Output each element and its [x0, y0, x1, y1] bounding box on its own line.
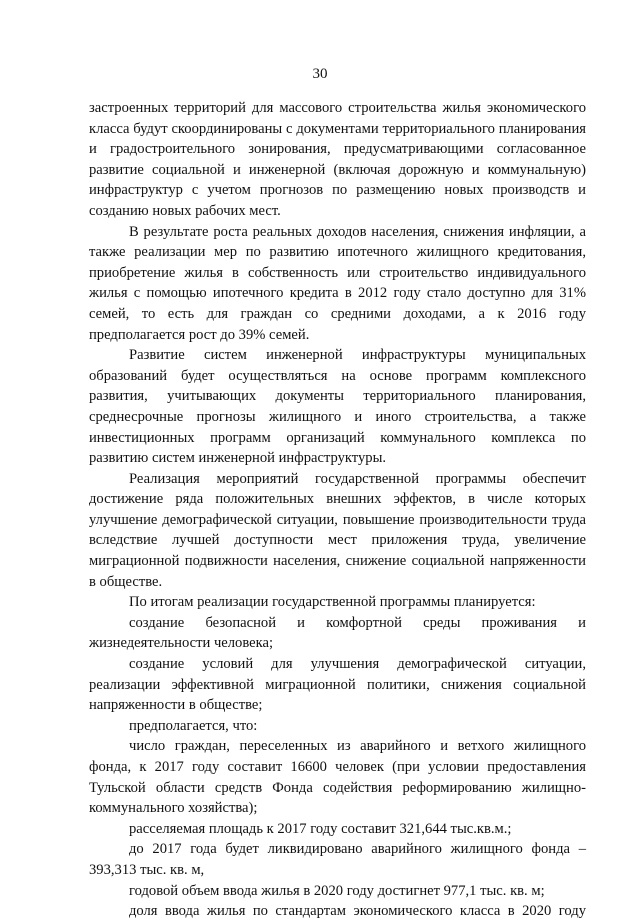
paragraph-resettled-area: расселяемая площадь к 2017 году составит 321,644 тыс.кв.м.;	[129, 820, 512, 837]
paragraph-construction-zones: застроенных территорий для массового строительства жилья экономического класса будут скоординированы с документами территориального планирования и градостроительного зонирования, предусматривающими согласованное развитие социальной и инженерной (включая дорожную и коммунальную) инфраструктур с учетом прогнозов по размещению новых производств и созданию новых рабочих мест.	[89, 100, 586, 219]
paragraph-engineering-infrastructure: Развитие систем инженерной инфраструктуры муниципальных образований будет осуществляться на основе программ комплексного развития, учитывающих документы территориального планирования, среднесрочные прогнозы жилищного и иного строительства, а также инвестиционных программ организаций коммунального комплекса по развитию систем инженерной инфраструктуры.	[89, 347, 586, 467]
page-number: 30	[312, 66, 328, 82]
paragraph-liquidated-housing: до 2017 года будет ликвидировано аварийного жилищного фонда – 393,313 тыс. кв. м,	[89, 841, 586, 878]
paragraph-annual-housing-volume: годовой объем ввода жилья в 2020 году достигнет 977,1 тыс. кв. м;	[129, 882, 545, 899]
paragraph-demographic-conditions: создание условий для улучшения демографической ситуации, реализации эффективной миграционной политики, снижения социальной напряженности в обществе;	[89, 656, 586, 714]
paragraph-external-effects: Реализация мероприятий государственной программы обеспечит достижение ряда положительных внешних эффектов, в числе которых улучшение демографической ситуации, повышение производительности труда вследствие лучшей доступности мест приложения труда, увеличение миграционной подвижности населения, снижение социальной напряженности в обществе.	[89, 470, 586, 590]
paragraph-planned-results-intro: По итогам реализации государственной программы планируется:	[129, 594, 536, 611]
document-body	[89, 98, 586, 922]
paragraph-resettled-citizens: число граждан, переселенных из аварийного и ветхого жилищного фонда, к 2017 году составит 16600 человек (при условии предоставления Тульской области средств Фонда содействия реформированию жилищно-коммунального хозяйства);	[89, 738, 586, 817]
paragraph-mortgage-availability: В результате роста реальных доходов населения, снижения инфляции, а также реализации мер по развитию ипотечного жилищного кредитования, приобретение жилья в собственность или строительство индивидуального жилья с помощью ипотечного кредита в 2012 году стало доступно для 31% семей, то есть для граждан со средними доходами, а к 2016 году предполагается рост до 39% семей.	[89, 223, 586, 343]
paragraph-safe-environment: создание безопасной и комфортной среды проживания и жизнедеятельности человека;	[89, 614, 586, 652]
paragraph-expected-intro: предполагается, что:	[129, 717, 258, 734]
paragraph-economy-class-share: доля ввода жилья по стандартам экономического класса в 2020 году	[129, 903, 586, 920]
